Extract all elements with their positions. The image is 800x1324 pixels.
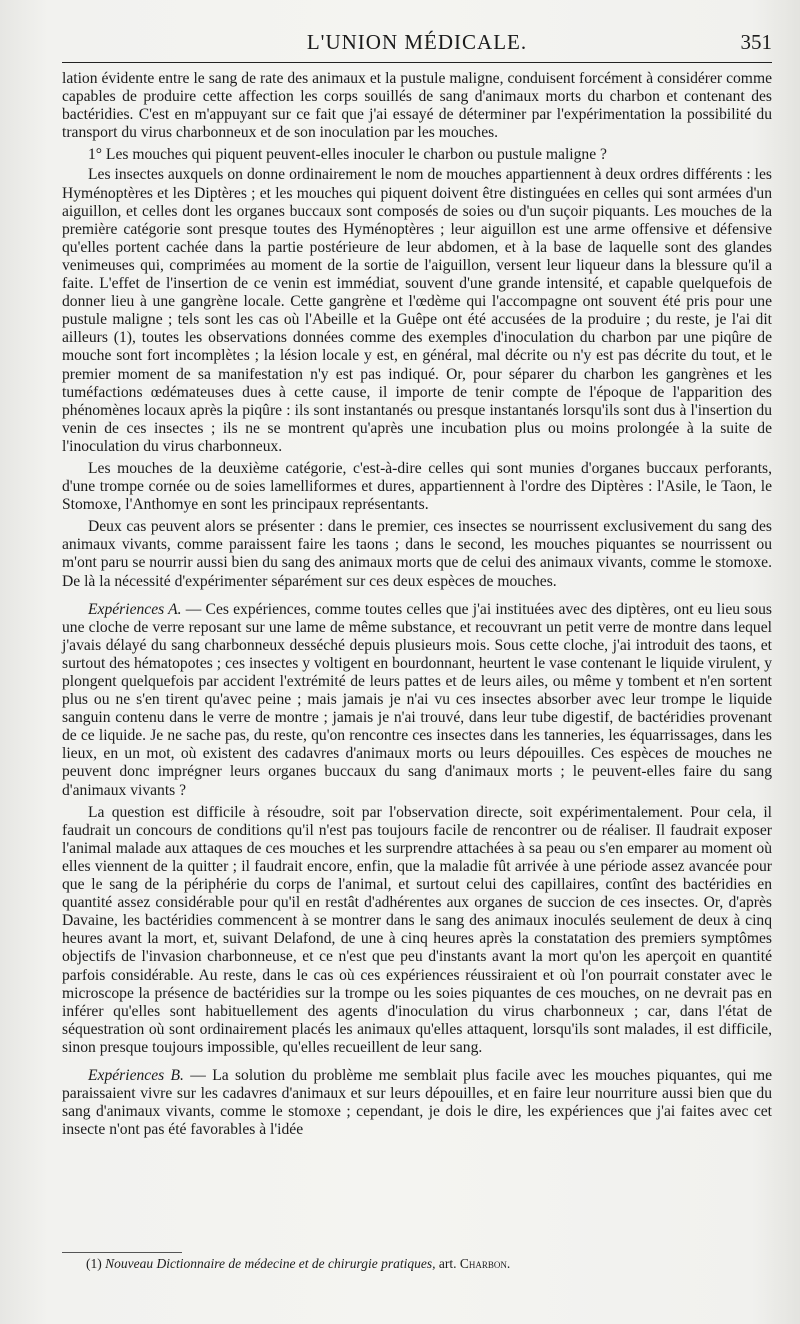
footnote-ref: art.: [438, 1256, 457, 1271]
paragraph-two-cases: Deux cas peuvent alors se présenter : dans le premier, ces insectes se nourrissent exclusivement du sang des animaux vivants, comme paraissent faire les taons ; dans le second, les mouches piquantes se nourrissent ou m'ont paru se nourrir aussi bien du sang des animaux morts que de celui des animaux vivants, comme le stomoxe. De là la nécessité d'expérimenter séparément sur ces deux espèces de mouches.: [62, 518, 773, 590]
paragraph-1: lation évidente entre le sang de rate des animaux et la pustule maligne, conduisent forcément à considérer comme capables de produire cette affection les corps souillés de sang d'animaux morts du charbon et contenant des bactéridies. C'est en m'appuyant sur ce fait que j'ai essayé de déterminer par l'expérimentation la possibilité du transport du virus charbonneux et de son inoculation par les mouches.: [62, 70, 772, 142]
paragraph-question: La question est difficile à résoudre, soit par l'observation directe, soit expérimentalement. Pour cela, il faudrait un concours de conditions qu'il n'est pas toujours facile de rencontrer ou de réaliser. Il faudrait exposer l'animal malade aux attaques de ces mouches et les surprendre attachées à sa peau ou s'en emparer au moment où elles viennent de la quitter ; il faudrait encore, enfin, que la maladie fût arrivée à une période assez avancée pour que le sang de la périphérie du corps de l'animal, et surtout celui des capillaires, contînt des bactéridies en quantité assez considérable pour qu'il en restât d'adhérentes aux organes de succion de ces insectes. Or, d'après Davaine, les bactéridies commencent à se montrer dans le sang des animaux inoculés seulement de deux à cinq heures avant la mort, et, suivant Delafond, de une à cinq heures après la constatation des premiers symptômes objectifs de l'invasion charbonneuse, et ce n'est que peu d'instants avant la mort qu'on les aperçoit en quantité parfois considérable. Au reste, dans le cas où ces expériences réussiraient et où l'on pourrait constater avec le microscope la présence de bactéridies sur la trompe ou les soies piquantes de ces mouches, on ne devrait pas en inférer qu'elles sont habituellement des agents d'inoculation du virus charbonneux ; car, dans l'état de séquestration où sont ordinairement placés les animaux qu'elles attaquent, lorsqu'ils sont malades, il est difficile, sinon presque toujours impossible, qu'elles recueillent de leur sang.: [62, 803, 772, 1056]
body-text: [62, 70, 772, 1143]
experiences-a-text: — Ces expériences, comme toutes celles que j'ai instituées avec des diptères, ont eu lieu sous une cloche de verre reposant sur une lame de même substance, et recouvrant un petit verre de montre dans lequel j'avais délayé du sang charbonneux desséché depuis plusieurs mois. Sous cette cloche, j'ai introduit des taons, et surtout des hématopotes ; ces insectes y voltigent en bourdonnant, heurtent le vase contenant le liquide virulent, y plongent quelquefois par accident l'extrémité de leurs pattes et de leurs ailes, ou même y tombent et n'en sortent plus ou ne s'en tirent qu'avec peine ; mais jamais je n'ai vu ces insectes absorber avec leur trompe le liquide sanguin contenu dans le verre de montre ; jamais je n'ai trouvé, dans leur tube digestif, de bactéridies provenant de ce liquide. Je ne sache pas, du reste, qu'on rencontre ces insectes dans les tanneries, les équarrissages, dans les lieux, en un mot, où existent des cadavres d'animaux morts ou leurs dépouilles. Ces espèces de mouches ne peuvent donc imprégner leurs organes buccaux du sang d'animaux morts ; le peuvent-elles faire du sang d'animaux vivants ?: [62, 600, 772, 799]
page-number: 351: [740, 30, 772, 54]
footnote-marker: (1): [86, 1256, 102, 1271]
page-header: [62, 30, 772, 60]
experiences-b-heading: Expériences B.: [88, 1066, 184, 1084]
experiences-b-text: — La solution du problème me semblait plus facile avec les mouches piquantes, qui me paraissaient vivre sur les cadavres d'animaux et sur leurs dépouilles, et en faire leur nourriture aussi bien que du sang d'animaux vivants, comme le stomoxe ; cependant, je dois le dire, les expériences que j'ai faites avec cet insecte n'ont pas été favorables à l'idée: [62, 1066, 772, 1139]
running-head: L'UNION MÉDICALE.: [306, 30, 528, 54]
paragraph-insects: Les insectes auxquels on donne ordinairement le nom de mouches appartiennent à deux ordres différents : les Hyménoptères et les Diptères ; et les mouches qui piquent doivent être distinguées en celles qui sont armées d'un aiguillon, et celles dont les organes buccaux sont composés de soies ou d'un suçoir piquants. Les mouches de la première catégorie sont presque toutes des Hyménoptères ; leur aiguillon est une arme offensive et défensive qu'elles portent cachée dans la partie postérieure de leur abdomen, et à la base de laquelle sont des glandes venimeuses qui, comprimées au moment de la sortie de l'aiguillon, versent leur liqueur dans la blessure qu'il a faite. L'effet de l'insertion de ce venin est immédiat, souvent d'une grande intensité, et capable quelquefois de donner lieu à une gangrène locale. Cette gangrène et l'œdème qui l'accompagne ont souvent été pris pour une pustule maligne ; tels sont les cas où l'Abeille et la Guêpe ont été accusées de la produire ; du reste, je l'ai dit ailleurs (1), toutes les observations données comme des exemples d'inoculation du charbon par une piqûre de mouche sont fort incomplètes ; la lésion locale y est, en général, mal décrite ou n'y est pas décrite du tout, et le premier moment de sa manifestation n'y est pas indiqué. Or, pour séparer du charbon les gangrènes et les tuméfactions œdémateuses dues à cette cause, il importe de tenir compte de l'époque de l'apparition des phénomènes locaux après la piqûre : ils sont instantanés ou presque instantanés lorsqu'ils sont dus à l'insertion du venin de ces insectes ; ils ne se montrent qu'après une incubation plus ou moins prolongée à la suite de l'inoculation du virus charbonneux.: [62, 166, 772, 455]
header-rule: [62, 62, 772, 63]
paragraph-experiences-a: [62, 601, 772, 800]
footnote-rule: [62, 1252, 182, 1253]
section-question: 1° Les mouches qui piquent peuvent-elles inoculer le charbon ou pustule maligne ?: [88, 146, 607, 164]
footnote: [86, 1256, 772, 1272]
experiences-a-heading: Expériences A.: [88, 600, 182, 618]
paragraph-experiences-b: [62, 1067, 772, 1139]
footnote-article: Charbon.: [459, 1256, 511, 1271]
footnote-title: Nouveau Dictionnaire de médecine et de chirurgie pratiques,: [105, 1256, 436, 1271]
paragraph-second-category: Les mouches de la deuxième catégorie, c'est-à-dire celles qui sont munies d'organes buccaux perforants, d'une trompe cornée ou de soies lamelliformes et dures, appartiennent à l'ordre des Diptères : l'Asile, le Taon, le Stomoxe, l'Anthomye en sont les principaux représentants.: [62, 459, 772, 514]
